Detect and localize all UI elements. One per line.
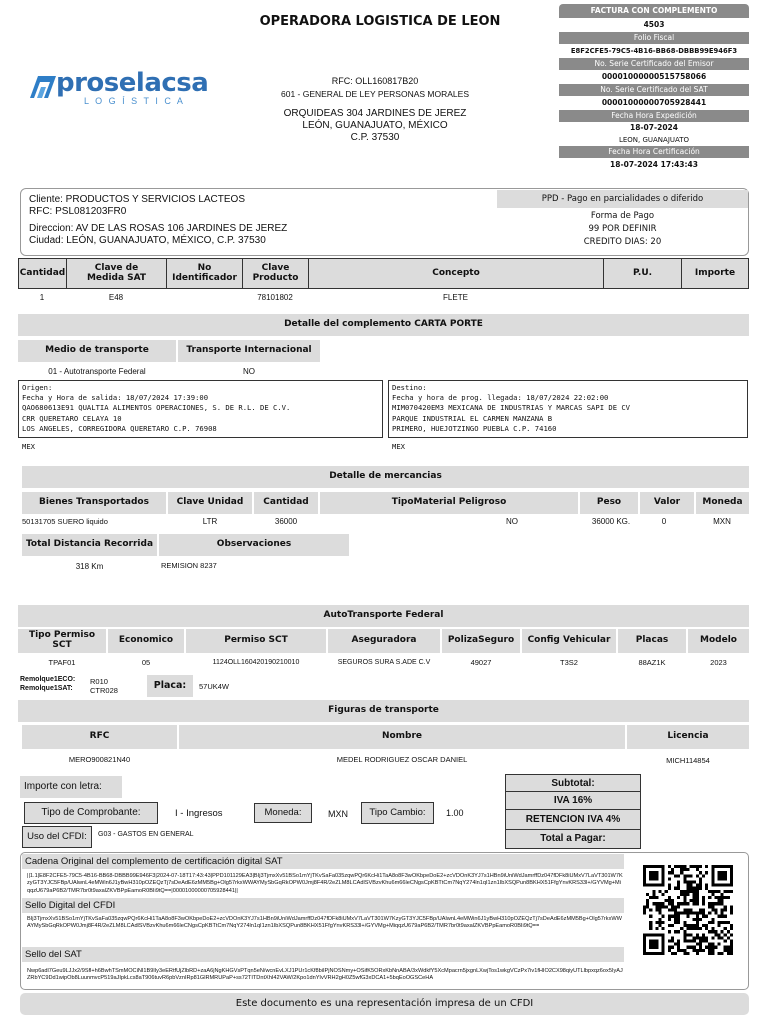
- col-concepto: Concepto: [309, 259, 604, 288]
- observations-label: Observaciones: [159, 534, 349, 556]
- cadena-value: ||1.1|E8F2CFE5-79C5-4B16-BB68-DBBB99E946F3|2024-07-18T17:43:43|PPD101129EA3|BIj3TjmxXv51BSo1mYjTKvSaFa035zqwPQr6KcHi1TaA8o8F3wOKbpeDoE2+zcVDOnK3YJ7s1HBn9iUniWdJamrffDz047fDFk8iUMxV7LaVT301W7KzyGT3YJC5FBp/UAlwnL4eMWin6J1yBwH310pOZEQzTj7sDeAdE6zMM5Bg+Olg57rkxWWAYMySbGqRkOPW0Jmj8F4R/2eZLM8LCAdlSVBzvKhu6m66leCNgsCpKBTtCm7NqY274ln1qI1zn1IbXSQPun8BKHX51FfgYnvKRS33l+/GYVMg+MiqqzU679aP6B2/TMR7br0t9axalZKVBPpEamoR0BIi9tQ==|00001000000705928441||: [27, 873, 623, 894]
- concept-concepto: FLETE: [443, 292, 468, 302]
- origin-city: LOS ANGELES, CORREGIDORA QUERETARO C.P. 76908: [22, 423, 217, 433]
- concept-pu: [603, 291, 681, 303]
- distance-label: Total Distancia Recorrida: [22, 534, 157, 556]
- origin-departure: Fecha y Hora de salida: 18/07/2024 17:39:00: [22, 393, 209, 403]
- moneda-value: MXN: [328, 809, 348, 819]
- payment-form: 99 POR DEFINIR: [588, 224, 657, 234]
- col-no-identificador: No Identificador: [167, 259, 243, 288]
- auto-config: T3S2: [560, 657, 578, 667]
- subtotal-label: Subtotal:: [505, 774, 641, 792]
- placa-label: Placa:: [147, 675, 193, 697]
- exp-place: LEON, GUANAJUATO: [618, 136, 690, 144]
- col-clave-producto: Clave Producto: [243, 259, 309, 288]
- auto-col-modelo: Modelo: [688, 629, 749, 653]
- figuras-col-licencia: Licencia: [627, 725, 749, 749]
- company-name: OPERADORA LOGISTICA DE LEON: [259, 14, 501, 29]
- client-address: Direccion: AV DE LAS ROSAS 106 JARDINES DE JEREZ: [29, 223, 288, 234]
- col-cantidad: Cantidad: [19, 259, 67, 288]
- sello-cfdi-label: Sello Digital del CFDI: [22, 898, 624, 913]
- payment-form-label: Forma de Pago: [590, 211, 655, 221]
- seals-block: [20, 852, 749, 990]
- transport-internacional-value: NO: [243, 366, 255, 376]
- goods-valor: 0: [661, 517, 667, 526]
- goods-bienes: 50131705 SUERO liquido: [22, 517, 108, 526]
- concept-importe: [681, 291, 747, 303]
- auto-poliza: 49027: [470, 657, 492, 667]
- issuer-address-2: LEÓN, GUANAJUATO, MÉXICO: [302, 120, 448, 131]
- auto-aseguradora: SEGUROS SURA S.ADE C.V: [337, 658, 431, 666]
- carta-porte-title: Detalle del complemento CARTA PORTE: [18, 314, 749, 336]
- folio-label: Folio Fiscal: [559, 32, 749, 44]
- figuras-rfc: MERO900821N40: [68, 754, 131, 764]
- distance-value: 318 Km: [75, 561, 104, 571]
- autotransporte-header: [18, 629, 749, 653]
- auto-col-config: Config Vehicular: [522, 629, 616, 653]
- logo-subtext: L O G Í S T I C A: [84, 96, 185, 106]
- exp-label: Fecha Hora Expedición: [559, 110, 749, 122]
- client-block: [20, 188, 749, 256]
- auto-col-aseguradora: Aseguradora: [328, 629, 440, 653]
- cert-date: 18-07-2024 17:43:43: [610, 160, 698, 169]
- destination-country: MEX: [392, 442, 405, 452]
- auto-col-placas: Placas: [618, 629, 686, 653]
- goods-col-bienes: Bienes Transportados: [22, 492, 166, 514]
- sello-sat-value: Nwp6adl7Geu9LJJx2/9Sfl+h6BwhTSmMOCiNI1B9lIy3eERtfUjZlbRD+zaA6jNgKHGVsPTqn5eN/wcnEvLXJ1PUr1cKf8biIPjNOSNmy+OSifK5ORxKbNnABA/3xWdkfY5XcMpacrn5jxgnLXwjTos1wkgVCzPx7iv1fHIO2CX98qiyUTLlbpxqz6ox5IyAJZRbYC9Dd1wipOb8LuunmvcP519aJIpkLcs8aT906tuvR6pbVznIRp81GlRMRUPaP+ss72TITDntXhI42VAW/2Kpo1dnYIvVRH2gH0Z5wfG3xDCA1+5bqEoOGSCeHA: [27, 968, 623, 982]
- figuras-col-rfc: RFC: [22, 725, 177, 749]
- remolque-sat-label: Remolque1SAT:: [20, 685, 73, 692]
- transport-medio-header: Medio de transporte: [18, 340, 176, 362]
- destination-label: Destino:: [392, 383, 427, 392]
- sello-sat-label: Sello del SAT: [22, 947, 624, 962]
- tipo-comprobante-value: I - Ingresos: [175, 808, 223, 819]
- payment-method: PPD - Pago en parcialidades o diferido: [497, 190, 748, 208]
- concept-clave-producto: 78101802: [257, 292, 293, 302]
- goods-col-moneda: Moneda: [696, 492, 749, 514]
- remolque-sat-value: CTR028: [90, 686, 118, 695]
- auto-permiso: 1124OLL160420190210010: [212, 658, 300, 666]
- origin-street: CRR QUERETARO CELAYA 10: [22, 413, 122, 423]
- figuras-nombre: MEDEL RODRIGUEZ OSCAR DANIEL: [336, 754, 468, 764]
- iva-label: IVA 16%: [505, 792, 641, 810]
- issuer-rfc: RFC: OLL160817B20: [331, 76, 419, 86]
- logo-text: proselacsa: [56, 68, 209, 98]
- concept-no-identificador: [166, 291, 242, 303]
- sat-cert-label: No. Serie Certificado del SAT: [559, 84, 749, 96]
- observations-value: REMISION 8237: [161, 561, 217, 570]
- moneda-label: Moneda:: [254, 803, 312, 823]
- invoice-title: FACTURA CON COMPLEMENTO: [559, 4, 749, 18]
- goods-col-cantidad: Cantidad: [254, 492, 318, 514]
- concept-cantidad: 1: [39, 292, 45, 302]
- emisor-cert-label: No. Serie Certificado del Emisor: [559, 58, 749, 70]
- totals-box: [505, 774, 641, 849]
- goods-moneda: MXN: [713, 517, 731, 526]
- client-name: Cliente: PRODUCTOS Y SERVICIOS LACTEOS: [29, 194, 245, 205]
- payment-credit: CREDITO DIAS: 20: [583, 237, 662, 247]
- transport-medio-value: 01 - Autotransporte Federal: [48, 366, 146, 376]
- destination-city: PRIMERO, HUEJOTZINGO PUEBLA C.P. 74160: [392, 423, 557, 433]
- folio-value: E8F2CFE5-79C5-4B16-BB68-DBBB99E946F3: [570, 47, 738, 55]
- cert-label: Fecha Hora Certificación: [559, 146, 749, 158]
- auto-col-poliza: PolizaSeguro: [442, 629, 520, 653]
- destination-company: MIM070420EM3 MEXICANA DE INDUSTRIAS Y MARCAS SAPI DE CV: [392, 403, 630, 413]
- concepts-header: [18, 258, 749, 289]
- auto-col-economico: Economico: [108, 629, 184, 653]
- issuer-address-3: C.P. 37530: [350, 132, 400, 143]
- client-city: Ciudad: LEÓN, GUANAJUATO, MÉXICO, C.P. 37530: [29, 235, 266, 246]
- auto-economico: 05: [141, 657, 151, 667]
- auto-col-permiso: Permiso SCT: [186, 629, 326, 653]
- sello-cfdi-value: BIj3TjmxXv51BSo1mYjTKvSaFa035zqwPQr6KcHi1TaA8o8F3wOKbpeDoE2+zcVDOnK3YJ7s1HBn9iUniWdJamrffDz047fDFk8iUMxV7LaVT301W7KzyGT3YJC5FBp/UAlwnL4eMWin6J1yBwH310pOZEQzTj7sDeAdE6zMM5Bg+Olg57rkxWWAYMySbGqRkOPW0Jmj8F4R/2eZLM8LCAdlSVBzvKhu6m66leCNgsCpKBTtCm7NqY274ln1qI1zn1IbXSQPun8BKHX51FfgYnvKRS33l+/GYVMg+MiqqzU679aP6B2/TMR7br0t9axalZKVBPpEamoR0BIi9tQ==: [27, 916, 622, 930]
- goods-material: NO: [506, 517, 518, 526]
- tipo-cambio-value: 1.00: [446, 808, 464, 818]
- goods-clave-unidad: LTR: [202, 517, 218, 526]
- auto-placas: 88AZ1K: [638, 657, 666, 667]
- importe-letra-label: Importe con letra:: [20, 776, 122, 798]
- emisor-cert-value: 00001000000515758066: [601, 72, 707, 81]
- issuer-regime: 601 - GENERAL DE LEY PERSONAS MORALES: [280, 89, 469, 99]
- auto-modelo: 2023: [710, 657, 727, 667]
- logo: [28, 68, 209, 110]
- goods-col-peso: Peso: [580, 492, 638, 514]
- col-clave-medida: Clave de Medida SAT: [67, 259, 167, 288]
- retencion-label: RETENCION IVA 4%: [505, 810, 641, 830]
- goods-cantidad: 36000: [274, 517, 298, 526]
- footer-note: Este documento es una representación impresa de un CFDI: [20, 993, 749, 1015]
- autotransporte-row: [18, 656, 749, 668]
- figuras-licencia: MICH114854: [666, 755, 710, 765]
- tipo-cambio-label: Tipo Cambio:: [361, 802, 434, 824]
- total-label: Total a Pagar:: [505, 830, 641, 849]
- destination-street: PARQUE INDUSTRIAL EL CARMEN MANZANA B: [392, 413, 553, 423]
- cadena-label: Cadena Original del complemento de certificación digital SAT: [22, 854, 624, 869]
- origin-country: MEX: [22, 442, 35, 452]
- figuras-title: Figuras de transporte: [18, 700, 749, 722]
- goods-peso: 36000 KG.: [591, 517, 631, 526]
- invoice-box: [559, 4, 749, 172]
- invoice-number: 4503: [643, 20, 665, 29]
- transport-internacional-header: Transporte Internacional: [178, 340, 320, 362]
- concept-row: [18, 291, 749, 303]
- figuras-col-nombre: Nombre: [179, 725, 625, 749]
- destination-arrival: Fecha y hora de prog. llegada: 18/07/2024 22:02:00: [392, 393, 609, 403]
- origin-label: Origen:: [22, 383, 53, 392]
- concept-clave-medida: E48: [108, 292, 124, 302]
- qr-code-icon: [643, 865, 733, 955]
- placa-value: 57UK4W: [199, 682, 230, 691]
- origin-company: QAO680613E91 QUALTIA ALIMENTOS OPERACIONES, S. DE R.L. DE C.V.: [22, 403, 291, 413]
- remolque-eco-value: R010: [90, 677, 108, 686]
- goods-row: [22, 517, 749, 529]
- col-pu: P.U.: [604, 259, 682, 288]
- origin-box: [18, 380, 383, 452]
- goods-col-valor: Valor: [640, 492, 694, 514]
- logo-mark-icon: [28, 74, 58, 100]
- goods-header: [22, 492, 749, 514]
- auto-tipo-permiso: TPAF01: [48, 657, 76, 667]
- col-importe: Importe: [682, 259, 748, 288]
- tipo-comprobante-label: Tipo de Comprobante:: [24, 802, 158, 824]
- goods-title: Detalle de mercancias: [22, 466, 749, 488]
- issuer-address-1: ORQUIDEAS 304 JARDINES DE JEREZ: [283, 108, 467, 119]
- client-rfc: RFC: PSL081203FR0: [29, 206, 127, 217]
- sat-cert-value: 00001000000705928441: [601, 98, 707, 107]
- uso-cfdi-value: G03 - GASTOS EN GENERAL: [98, 831, 194, 838]
- destination-box: [388, 380, 748, 452]
- auto-col-tipo-permiso: Tipo Permiso SCT: [18, 629, 106, 653]
- goods-col-material: TipoMaterial Peligroso: [320, 492, 578, 514]
- goods-col-clave-unidad: Clave Unidad: [168, 492, 252, 514]
- exp-date: 18-07-2024: [630, 123, 678, 132]
- uso-cfdi-label: Uso del CFDI:: [22, 826, 92, 848]
- autotransporte-title: AutoTransporte Federal: [18, 605, 749, 627]
- remolque-eco-label: Remolque1ECO:: [20, 676, 76, 683]
